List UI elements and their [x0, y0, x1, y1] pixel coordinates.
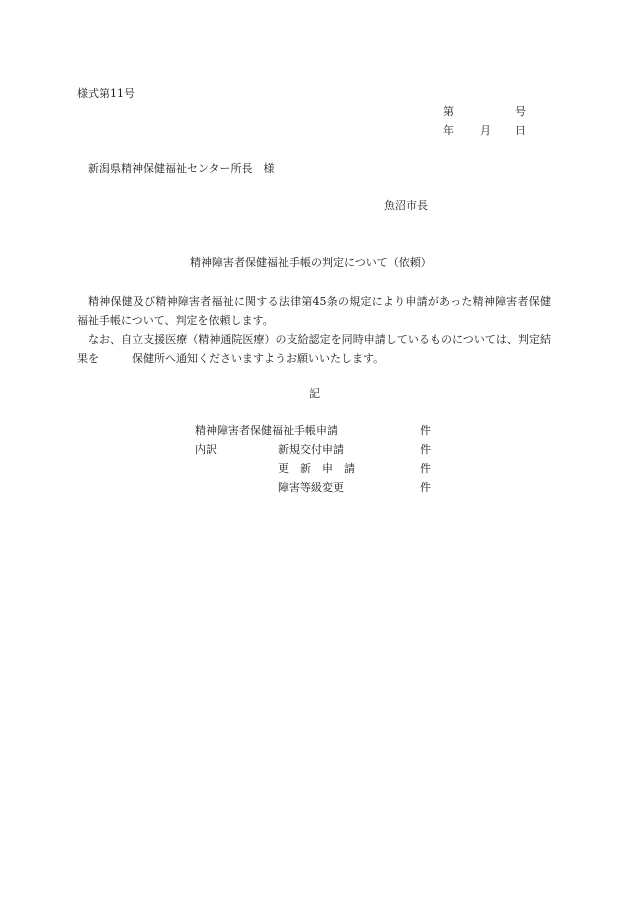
date-year: 年	[443, 124, 454, 137]
total-label: 精神障害者保健福祉手帳申請	[195, 424, 338, 437]
breakdown-label: 内訳	[195, 443, 217, 456]
item-grade-change-label: 障害等級変更	[278, 481, 344, 494]
body-paragraph-2	[77, 330, 551, 368]
form-number: 様式第11号	[77, 87, 135, 100]
item-renewal-unit: 件	[420, 462, 431, 475]
item-grade-change-unit: 件	[420, 481, 431, 494]
item-new-label: 新規交付申請	[278, 443, 344, 456]
item-renewal-label: 更 新 申 請	[278, 462, 355, 475]
item-new-unit: 件	[420, 443, 431, 456]
total-unit: 件	[420, 424, 431, 437]
document-number-suffix: 号	[515, 105, 526, 118]
note-heading: 記	[309, 387, 320, 400]
document-number-prefix: 第	[443, 105, 454, 118]
body-paragraph-1: 精神保健及び精神障害者福祉に関する法律第45条の規定により申請があった精神障害者保健福祉手帳について、判定を依頼します。	[77, 295, 551, 327]
addressee: 新潟県精神保健福祉センター所長 様	[88, 162, 275, 175]
body-paragraph-2-part-2: 保健所へ通知くださいますようお願いいたします。	[132, 352, 385, 365]
date-month: 月	[480, 124, 491, 137]
body-paragraph-2-part-1: なお、自立支援医療（精神通院医療）の支給認定を同時申請しているものについては、判定結果を	[77, 333, 551, 365]
date-day: 日	[515, 124, 526, 137]
sender: 魚沼市長	[384, 199, 428, 212]
document-title: 精神障害者保健福祉手帳の判定について（依頼）	[190, 256, 432, 269]
